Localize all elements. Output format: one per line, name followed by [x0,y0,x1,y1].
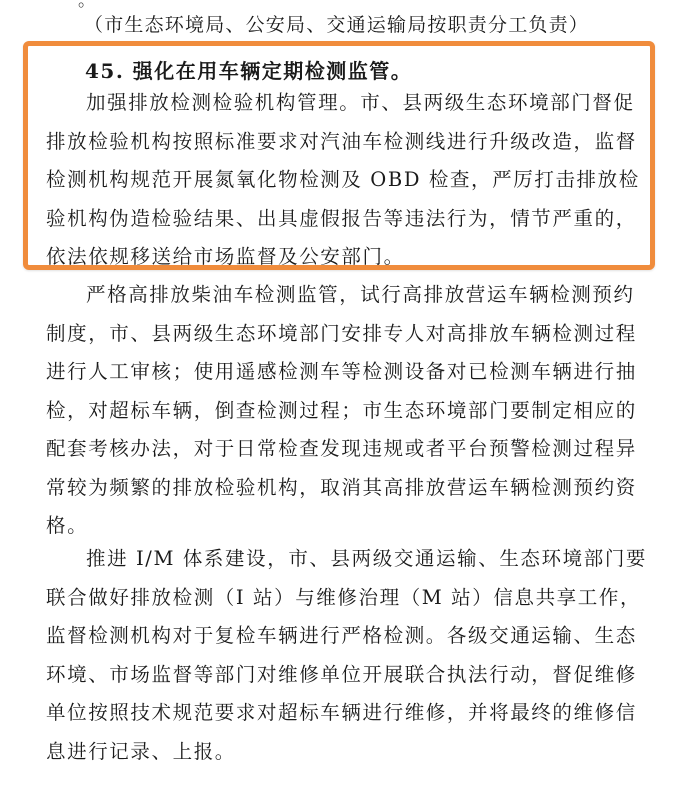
responsibility-note: （市生态环境局、公安局、交通运输局按职责分工负责） [84,14,590,36]
paragraph-3 [46,540,646,771]
paragraph-line: 加强排放检测检验机构管理。市、县两级生态环境部门督促 [86,91,635,114]
clipped-previous-text: 。 [78,0,97,11]
paragraph-line: 严格高排放柴油车检测监管，试行高排放营运车辆检测预约 [86,283,635,306]
paragraph-line: 联合做好排放检测（I 站）与维修治理（M 站）信息共享工作， [46,585,642,609]
paragraph-line: 验机构伪造检验结果、出具虚假报告等违法行为，情节严重的， [46,206,637,230]
paragraph-line: 常较为频繁的排放检验机构，取消其高排放营运车辆检测预约资 [46,475,637,499]
paragraph-line: 格。 [46,514,89,537]
paragraph-line: 监督检测机构对于复检车辆进行严格检测。各级交通运输、生态 [46,624,637,647]
paragraph-line: 检测机构规范开展氮氧化物检测及 OBD 检查，严厉打击排放检 [46,168,640,191]
paragraph-1 [46,84,646,277]
paragraph-line: 排放检验机构按照标准要求对汽油车检测线进行升级改造，监督 [46,129,637,153]
paragraph-line: 进行人工审核；使用遥感检测车等检测设备对已检测车辆进行抽 [46,360,637,383]
paragraph-line: 配套考核办法，对于日常检查发现违规或者平台预警检测过程异 [46,437,637,460]
paragraph-line: 依法依规移送给市场监督及公安部门。 [46,245,405,268]
paragraph-line: 息进行记录、上报。 [46,739,236,763]
paragraph-line: 制度，市、县两级生态环境部门安排专人对高排放车辆检测过程 [46,321,637,345]
paragraph-2 [46,276,646,546]
item-number: 45. [85,59,125,83]
item-title: 强化在用车辆定期检测监管。 [132,59,413,83]
paragraph-line: 单位按照技术规范要求对超标车辆进行维修，并将最终的维修信 [46,701,637,724]
paragraph-line: 环境、市场监督等部门对维修单位开展联合执法行动，督促维修 [46,662,637,686]
item-heading [85,56,412,86]
paragraph-line: 推进 I/M 体系建设，市、县两级交通运输、生态环境部门要 [86,547,648,570]
paragraph-line: 检，对超标车辆，倒查检测过程；市生态环境部门要制定相应的 [46,398,637,422]
